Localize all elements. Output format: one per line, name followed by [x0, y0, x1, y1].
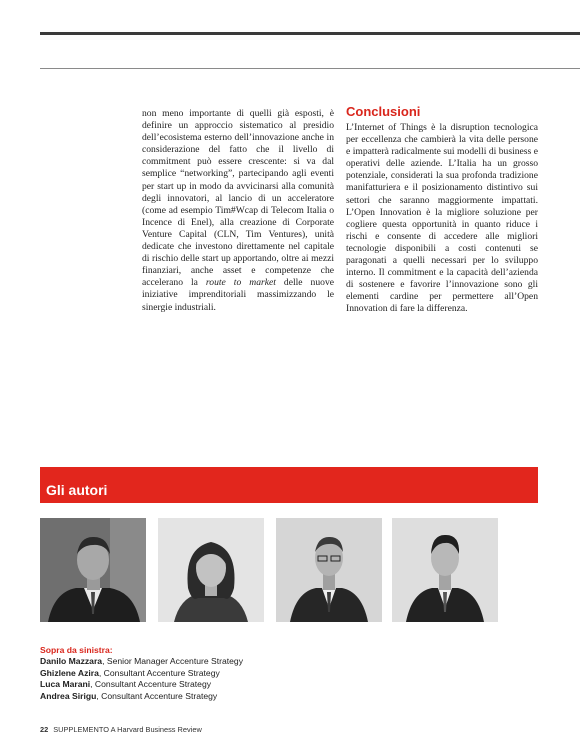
author-photo-2	[158, 518, 264, 622]
left-paragraph-text: non meno importante di quelli già esposti, è definire un approccio sistematico al presidio dell’ecosistema esterno dell’innovazione anche in considerazione del fatto che il livello di commitment può essere crescente: si va dal semplice “networking”, partecipando agli eventi per start up in modo da avvicinarsi alla comunità degli innovatori, al lancio di un acceleratore (come ad esempio Tim#Wcap di Telecom Italia o Incence di Enel), alla creazione di Corporate Venture Capital (CLN, Tim Ventures), unità dedicate che investono direttamente nel capitale di rischio delle start up apportando, oltre ai mezzi finanziari, anche asset e competenze che accelerano la	[142, 108, 334, 289]
left-text-column	[142, 108, 334, 314]
author-photo-3	[276, 518, 382, 622]
conclusions-column	[346, 122, 538, 316]
caption-lead: Sopra da sinistra:	[40, 645, 113, 655]
author-name: Luca Marani	[40, 679, 91, 690]
author-role: , Consultant Accenture Strategy	[98, 667, 220, 678]
route-to-market-emphasis: route to market	[205, 277, 276, 289]
conclusions-heading: Conclusioni	[346, 104, 421, 119]
left-paragraph-end: delle nuove iniziative imprenditoriali massimizzando le sinergie industriali.	[142, 277, 335, 313]
portrait-man-suit-3-icon	[392, 518, 498, 622]
top-rule-thick	[40, 32, 580, 35]
page-number: 22	[40, 725, 49, 734]
authors-banner	[40, 467, 538, 503]
author-role: , Consultant Accenture Strategy	[96, 690, 218, 701]
authors-caption	[40, 645, 460, 702]
author-photo-4	[392, 518, 498, 622]
author-line-3	[40, 679, 460, 690]
author-line-4	[40, 691, 460, 702]
author-name: Andrea Sirigu	[40, 690, 97, 701]
conclusions-paragraph: L’Internet of Things è la disruption tecnologica per eccellenza che cambierà la vita delle persone e impatterà radicalmente sui modelli di business e operativi delle aziende. L’Italia ha un grosso potenziale, considerati la sua profonda tradizione manifatturiera e il posizionamento distintivo sui settori che saranno maggiormente impattati. L’Open Innovation è la migliore soluzione per cogliere questa opportunità in quanto riduce i rischi e consente di accedere alle migliori tecnologie disponibili a costi contenuti se paragonati a quelli necessari per lo sviluppo interno. Il commitment e la capacità dell’azienda di sostenere e favorire l’innovazione sono gli elementi cardine per permettere all’Open Innovation di fare la differenza.	[346, 122, 538, 315]
author-name: Ghizlene Azira	[40, 667, 99, 678]
author-role: , Consultant Accenture Strategy	[90, 679, 212, 690]
author-role: , Senior Manager Accenture Strategy	[102, 656, 244, 667]
publication-name: SUPPLEMENTO A Harvard Business Review	[53, 725, 202, 734]
author-line-1	[40, 656, 460, 667]
author-line-2	[40, 668, 460, 679]
authors-heading: Gli autori	[46, 482, 108, 498]
author-name: Danilo Mazzara	[40, 656, 103, 667]
portrait-man-suit-1-icon	[40, 518, 146, 622]
portrait-man-suit-2-icon	[276, 518, 382, 622]
author-photo-1	[40, 518, 146, 622]
top-rule-thin	[40, 68, 580, 69]
left-paragraph	[142, 108, 334, 314]
page-footer	[40, 725, 202, 734]
portrait-woman-icon	[158, 518, 264, 622]
